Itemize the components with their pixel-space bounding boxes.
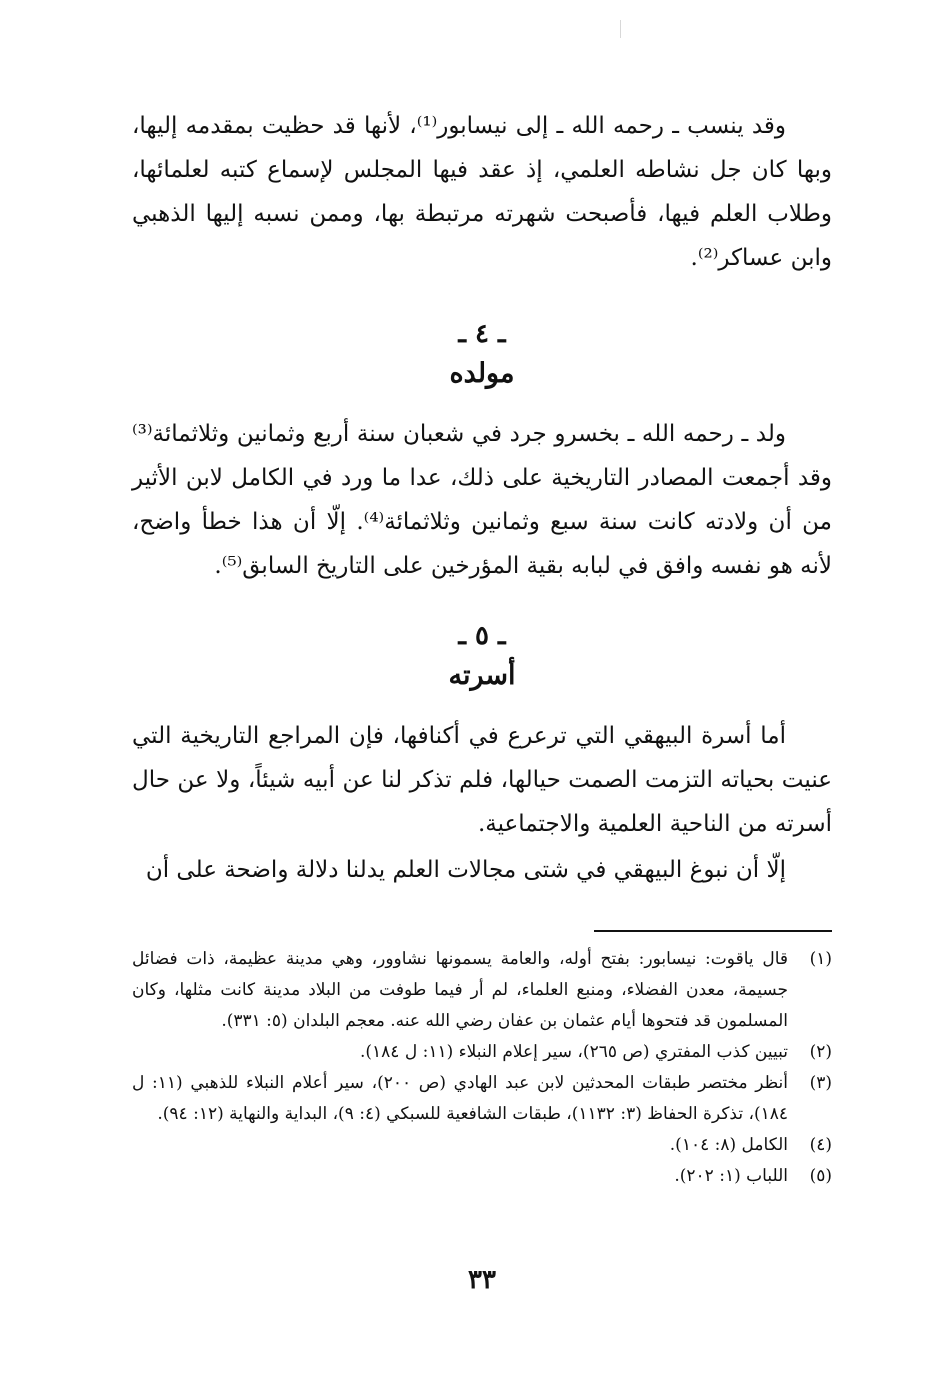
paragraph-talent — [132, 848, 832, 892]
section-title-family: أسرته — [448, 660, 516, 691]
paragraph-text: ولد ـ رحمه الله ـ بخسرو جرد في شعبان سنة أربع وثمانين وثلاثمائة⁽³⁾ وقد أجمعت المصادر التاريخية على ذلك، عدا ما ورد في الكامل لابن الأثير من أن ولادته كانت سنة سبع وثمانين وثلاثمائة⁽⁴⁾. إلّا أن هذا خطأ واضح، لأنه هو نفسه وافق في لبابه بقية المؤرخين على التاريخ السابق⁽⁵⁾. — [132, 421, 832, 579]
footnote-divider — [594, 930, 832, 932]
footnote-number: (١) — [809, 949, 832, 969]
paragraph-text: إلّا أن نبوغ البيهقي في شتى مجالات العلم يدلنا دلالة واضحة على أن — [145, 857, 786, 883]
footnote-5 — [132, 1161, 832, 1192]
footnote-number: (٢) — [809, 1042, 832, 1062]
section-number-5: ـ ٥ ـ — [458, 621, 506, 651]
footnote-text: تبيين كذب المفتري (ص ٢٦٥)، سير إعلام النبلاء (١١: ل ١٨٤). — [359, 1042, 788, 1062]
paragraph-text: أما أسرة البيهقي التي ترعرع في أكنافها، فإن المراجع التاريخية التي عنيت بحياته التزمت الصمت حيالها، فلم تذكر لنا عن أبيه شيئاً، ولا عن حال أسرته من الناحية العلمية والاجتماعية. — [132, 723, 832, 837]
footnote-4 — [132, 1130, 832, 1161]
footnote-2 — [132, 1037, 832, 1068]
paragraph-text: وقد ينسب ـ رحمه الله ـ إلى نيسابور⁽¹⁾، لأنها قد حظيت بمقدمه إليها، وبها كان جل نشاطه العلمي، إذ عقد فيها المجلس لإسماع كتبه لعلمائها، وطلاب العلم فيها، فأصبحت شهرته مرتبطة بها، وممن نسبه إليها الذهبي وابن عساكر⁽²⁾. — [132, 113, 832, 271]
paragraph-family — [132, 714, 832, 846]
footnote-number: (٤) — [809, 1135, 832, 1155]
paragraph-nishapur — [132, 104, 832, 280]
footnote-text: قال ياقوت: نيسابور: بفتح أوله، والعامة يسمونها نشاوور، وهي مدينة عظيمة، ذات فضائل جسيمة، معدن الفضلاء، ومنبع العلماء، لم أر فيما طوفت من البلاد مدينة كانت مثلها، وكان المسلمون قد فتحوها أيام عثمان بن عفان رضي الله عنه. معجم البلدان (٥: ٣٣١). — [132, 949, 788, 1031]
footnote-text: أنظر مختصر طبقات المحدثين لابن عبد الهادي (ص ٢٠٠)، سير أعلام النبلاء للذهبي (١١: ل ١٨٤)، تذكرة الحفاظ (٣: ١١٣٢)، طبقات الشافعية للسبكي (٤: ٩)، البداية والنهاية (١٢: ٩٤). — [132, 1073, 788, 1124]
footnote-3 — [132, 1068, 832, 1130]
footnote-number: (٣) — [809, 1073, 832, 1093]
section-number-4: ـ ٤ ـ — [458, 319, 506, 349]
section-title-birth: مولده — [449, 358, 515, 389]
paragraph-birth — [132, 412, 832, 588]
footnotes — [132, 944, 832, 1192]
footnote-text: اللباب (١: ٢٠٢). — [674, 1166, 788, 1186]
footnote-1 — [132, 944, 832, 1037]
scan-mark — [620, 20, 621, 38]
footnote-text: الكامل (٨: ١٠٤). — [669, 1135, 788, 1155]
footnote-number: (٥) — [809, 1166, 832, 1186]
page-number: ٣٣ — [468, 1265, 496, 1295]
